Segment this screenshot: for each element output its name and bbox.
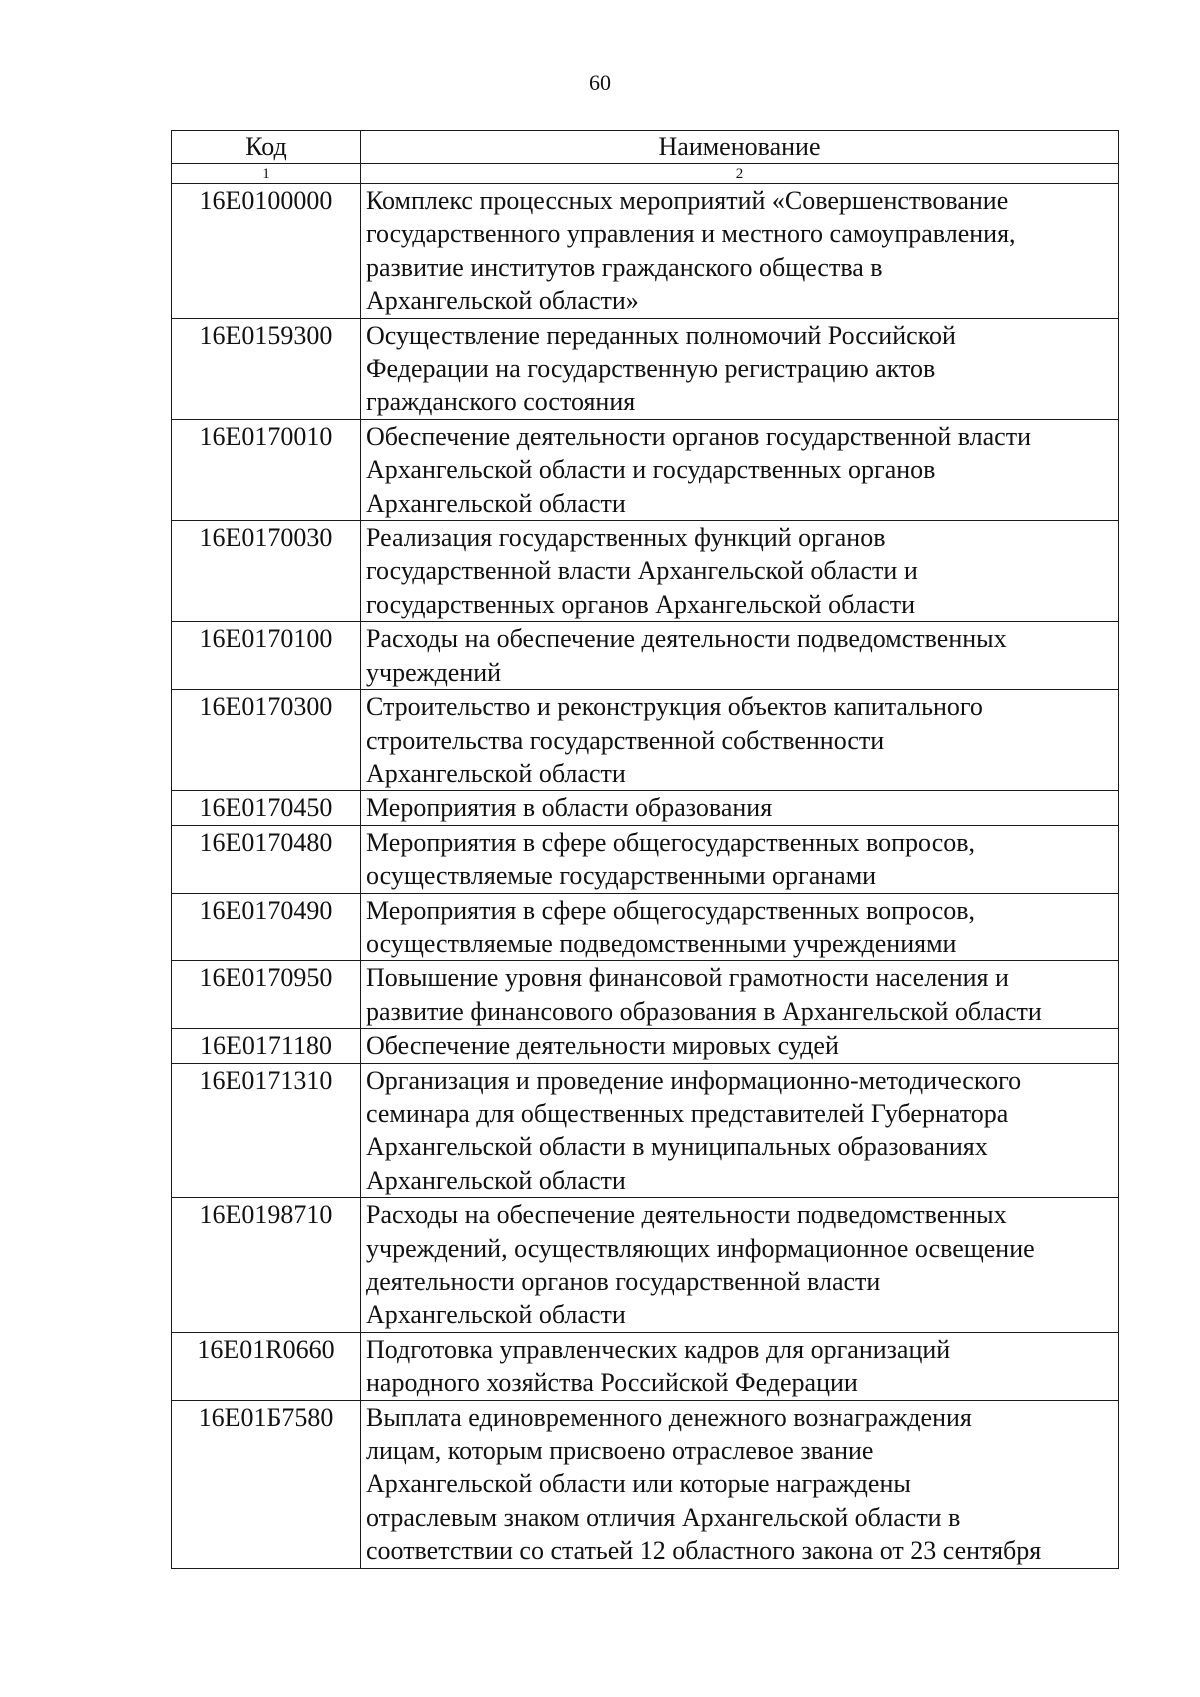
table-row — [172, 622, 1119, 690]
table-row — [172, 1029, 1119, 1063]
row-name-line: народного хозяйства Российской Федерации — [366, 1368, 858, 1398]
row-name — [361, 1198, 1119, 1333]
row-code: 16Е0170480 — [172, 825, 361, 893]
row-name-line: лицам, которым присвоено отраслевое звание — [366, 1436, 874, 1466]
row-code: 16Е0170030 — [172, 521, 361, 622]
row-code: 16Е0170950 — [172, 961, 361, 1029]
row-name — [361, 791, 1119, 825]
table-row — [172, 1198, 1119, 1333]
row-code: 16Е0170300 — [172, 690, 361, 791]
row-name-line: Повышение уровня финансовой грамотности населения и — [366, 963, 1009, 993]
row-name-line: Расходы на обеспечение деятельности подведомственных — [366, 1200, 1007, 1230]
row-code: 16Е0100000 — [172, 184, 361, 319]
row-name-line: Архангельской области в муниципальных образованиях — [366, 1132, 988, 1162]
row-name-line: гражданского состояния — [366, 387, 636, 417]
table-row — [172, 521, 1119, 622]
table-row — [172, 1063, 1119, 1198]
column-number-code: 1 — [172, 164, 361, 184]
budget-code-table — [171, 130, 1119, 1569]
row-name-line: деятельности органов государственной власти — [366, 1267, 881, 1296]
table-row — [172, 893, 1119, 961]
row-name — [361, 1400, 1119, 1568]
row-name-line: Подготовка управленческих кадров для организаций — [366, 1334, 951, 1364]
row-name-line: Осуществление переданных полномочий Российской — [366, 320, 956, 350]
row-name-line: государственной власти Архангельской области и — [366, 556, 918, 586]
table-row — [172, 1332, 1119, 1400]
table-row — [172, 825, 1119, 893]
row-name-line: Организация и проведение информационно-методического — [366, 1065, 1022, 1095]
column-number-row — [172, 164, 1119, 184]
table-row — [172, 318, 1119, 419]
row-code: 16Е0171180 — [172, 1029, 361, 1063]
row-code: 16Е0198710 — [172, 1198, 361, 1333]
row-name — [361, 622, 1119, 690]
row-code: 16Е0170100 — [172, 622, 361, 690]
row-name-line: строительства государственной собственности — [366, 725, 885, 755]
column-number-name: 2 — [361, 164, 1119, 184]
row-name-line: Мероприятия в сфере общегосударственных вопросов, — [366, 827, 976, 857]
row-name-line: Архангельской области — [366, 1300, 626, 1330]
table-row — [172, 184, 1119, 319]
row-name — [361, 419, 1119, 520]
row-name-line: Архангельской области — [366, 758, 626, 788]
row-name — [361, 318, 1119, 419]
row-name-line: государственных органов Архангельской области — [366, 589, 916, 619]
row-name — [361, 1029, 1119, 1063]
row-name — [361, 961, 1119, 1029]
page-number: 60 — [589, 70, 611, 95]
row-name-line: Архангельской области или которые награждены — [366, 1469, 911, 1499]
table-body — [172, 184, 1119, 1569]
row-name — [361, 184, 1119, 319]
row-name — [361, 1063, 1119, 1198]
row-code: 16Е0159300 — [172, 318, 361, 419]
row-name — [361, 521, 1119, 622]
table-header-row — [172, 131, 1119, 164]
table-row — [172, 690, 1119, 791]
row-name-line: осуществляемые подведомственными учреждениями — [366, 928, 957, 958]
row-name-line: Комплекс процессных мероприятий «Совершенствование — [366, 186, 1009, 215]
row-name-line: Расходы на обеспечение деятельности подведомственных — [366, 624, 1007, 654]
row-code: 16Е01R0660 — [172, 1332, 361, 1400]
row-code: 16Е0170490 — [172, 893, 361, 961]
row-name-line: Обеспечение деятельности органов государственной власти — [366, 421, 1031, 451]
row-name-line: учреждений, осуществляющих информационное освещение — [366, 1233, 1035, 1263]
row-code: 16Е0171310 — [172, 1063, 361, 1198]
row-name-line: Федерации на государственную регистрацию актов — [366, 354, 936, 384]
row-name-line: Реализация государственных функций органов — [366, 523, 886, 553]
row-name-line: Мероприятия в области образования — [366, 793, 773, 823]
row-name-line: соответствии со статьей 12 областного закона от 23 сентября — [366, 1536, 1042, 1566]
row-name-line: Архангельской области — [366, 488, 626, 518]
row-name — [361, 825, 1119, 893]
row-name-line: Строительство и реконструкция объектов капитального — [366, 692, 983, 722]
row-name — [361, 1332, 1119, 1400]
row-name-line: Мероприятия в сфере общегосударственных вопросов, — [366, 895, 976, 925]
table-row — [172, 961, 1119, 1029]
table-row — [172, 791, 1119, 825]
row-code: 16Е0170450 — [172, 791, 361, 825]
row-code: 16Е01Б7580 — [172, 1400, 361, 1568]
row-name-line: Архангельской области» — [366, 286, 639, 316]
row-name-line: государственного управления и местного самоуправления, — [366, 219, 1016, 249]
row-name-line: учреждений — [366, 657, 502, 687]
table-row — [172, 419, 1119, 520]
row-name-line: развитие финансового образования в Архангельской области — [366, 996, 1042, 1026]
row-name-line: Архангельской области и государственных органов — [366, 455, 936, 485]
row-name-line: Выплата единовременного денежного вознаграждения — [366, 1402, 972, 1432]
row-name-line: Обеспечение деятельности мировых судей — [366, 1031, 839, 1061]
row-name-line: отраслевым знаком отличия Архангельской области в — [366, 1502, 961, 1532]
row-name-line: осуществляемые государственными органами — [366, 861, 877, 891]
row-name-line: развитие институтов гражданского общества в — [366, 252, 883, 282]
row-name — [361, 893, 1119, 961]
table-row — [172, 1400, 1119, 1568]
row-name-line: семинара для общественных представителей Губернатора — [366, 1098, 1009, 1128]
header-code: Код — [172, 131, 361, 164]
row-name-line: Архангельской области — [366, 1165, 626, 1195]
header-name: Наименование — [361, 131, 1119, 164]
row-name — [361, 690, 1119, 791]
row-code: 16Е0170010 — [172, 419, 361, 520]
